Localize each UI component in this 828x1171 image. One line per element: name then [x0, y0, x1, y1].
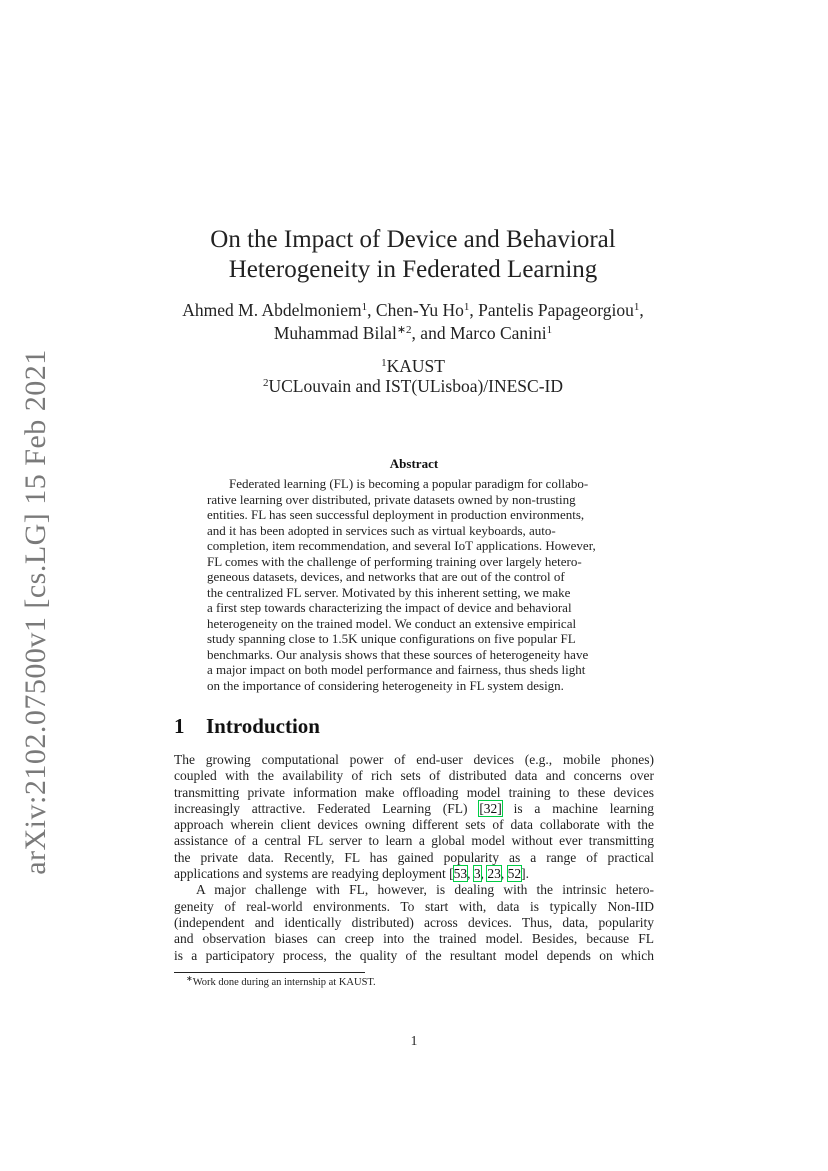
body-line: and observation biases can creep into the trained model. Besides, because FL: [174, 931, 654, 947]
author-name: , and Marco Canini: [411, 323, 547, 343]
abstract-line: geneous datasets, devices, and networks that are out of the control of: [207, 569, 565, 584]
abstract-line: and it has been adopted in services such as virtual keyboards, auto-: [207, 522, 556, 538]
body-line: is a participatory process, the quality of the resultant model depends on which: [174, 947, 654, 963]
author-list: [140, 299, 686, 345]
author-name: , Pantelis Papageorgiou: [469, 300, 634, 320]
affiliation-mark: 1: [361, 301, 368, 313]
body-text: [174, 752, 654, 964]
affiliation-mark: 2: [262, 377, 269, 389]
abstract-line: on the importance of considering heterogeneity in FL system design.: [207, 677, 564, 693]
section-heading: [174, 714, 320, 739]
affiliation-mark: 1: [381, 357, 387, 369]
body-line: [174, 801, 654, 817]
body-line: coupled with the availability of rich sets of distributed data and concerns over: [174, 768, 654, 784]
citation-link[interactable]: 3: [473, 866, 481, 882]
footnote-text: Work done during an internship at KAUST.: [192, 977, 376, 988]
title-line: On the Impact of Device and Behavioral: [210, 226, 616, 253]
abstract-line: a major impact on both model performance and fairness, thus sheds light: [207, 662, 586, 677]
citation-link[interactable]: 53: [453, 866, 468, 882]
body-text-run: increasingly attractive. Federated Learning (FL): [174, 800, 480, 816]
author-separator: ,: [639, 300, 644, 320]
author-line: [140, 299, 686, 322]
arxiv-watermark: arXiv:2102.07500v1 [cs.LG] 15 Feb 2021: [19, 349, 52, 875]
body-text-run: applications and systems are readying deployment [: [174, 866, 454, 882]
abstract-line: study spanning close to 1.5K unique configurations on five popular FL: [207, 631, 576, 646]
abstract-line: FL comes with the challenge of performing training over largely hetero-: [207, 553, 582, 569]
abstract-line: completion, item recommendation, and several IoT applications. However,: [207, 538, 596, 553]
abstract-heading: Abstract: [389, 456, 439, 471]
body-text-run: ].: [521, 866, 530, 882]
body-line: transmitting private information make offloading model training to these devices: [174, 784, 654, 800]
body-line: the private data. Recently, FL has gained popularity as a range of practical: [174, 849, 654, 865]
author-name: Ahmed M. Abdelmoniem: [182, 300, 362, 320]
body-line: (independent and identically distributed) across devices. Thus, data, popularity: [174, 914, 654, 930]
affiliation-name: KAUST: [386, 356, 445, 376]
affiliation-mark: 1: [463, 301, 470, 313]
footnote-rule: [174, 972, 365, 973]
page-number: 1: [410, 1033, 418, 1048]
affiliation: [140, 356, 686, 376]
affiliation: [140, 376, 686, 396]
abstract-line: Federated learning (FL) is becoming a popular paradigm for collabo-: [229, 476, 589, 491]
abstract-line: the centralized FL server. Motivated by this inherent setting, we make: [207, 584, 571, 600]
abstract-line: entities. FL has seen successful deployment in production environments,: [207, 507, 585, 522]
footnote: [186, 974, 376, 988]
body-line: assistance of a central FL server to learn a global model without ever transmitting: [174, 833, 654, 849]
author-name: Muhammad Bilal: [273, 323, 397, 343]
footnote-mark: ∗: [186, 974, 193, 983]
body-line: applications and systems are readying deployment [53, 3, 23, 52].: [174, 866, 530, 882]
abstract-line: rative learning over distributed, private datasets owned by non-trusting: [207, 491, 576, 507]
section-number: 1: [174, 714, 185, 738]
abstract-line: heterogeneity on the trained model. We conduct an extensive empirical: [207, 615, 577, 631]
abstract-line: a first step towards characterizing the impact of device and behavioral: [207, 600, 572, 615]
body-line: approach wherein client devices owning different sets of data collaborate with the: [174, 817, 654, 833]
affiliations: [140, 356, 686, 396]
paper-title: [120, 225, 706, 285]
affiliation-name: UCLouvain and IST(ULisboa)/INESC-ID: [268, 376, 564, 396]
author-name: , Chen-Yu Ho: [367, 300, 464, 320]
affiliation-mark: ∗2: [396, 324, 412, 336]
body-line: A major challenge with FL, however, is dealing with the intrinsic hetero-: [196, 882, 654, 898]
citation-link[interactable]: 23: [487, 866, 501, 882]
citation-link[interactable]: [32]: [479, 800, 502, 816]
author-line: [140, 322, 686, 345]
affiliation-mark: 1: [633, 301, 640, 313]
body-text-run: is a machine learning: [501, 800, 654, 816]
section-title: Introduction: [206, 714, 320, 738]
body-line: geneity of real-world environments. To start with, data is typically Non-IID: [174, 898, 654, 914]
abstract-text: [207, 476, 621, 693]
abstract-line: benchmarks. Our analysis shows that these sources of heterogeneity have: [207, 646, 589, 662]
body-line: The growing computational power of end-user devices (e.g., mobile phones): [174, 752, 654, 767]
affiliation-mark: 1: [546, 324, 553, 336]
citation-link[interactable]: 52: [507, 866, 522, 882]
title-line: Heterogeneity in Federated Learning: [228, 256, 598, 283]
